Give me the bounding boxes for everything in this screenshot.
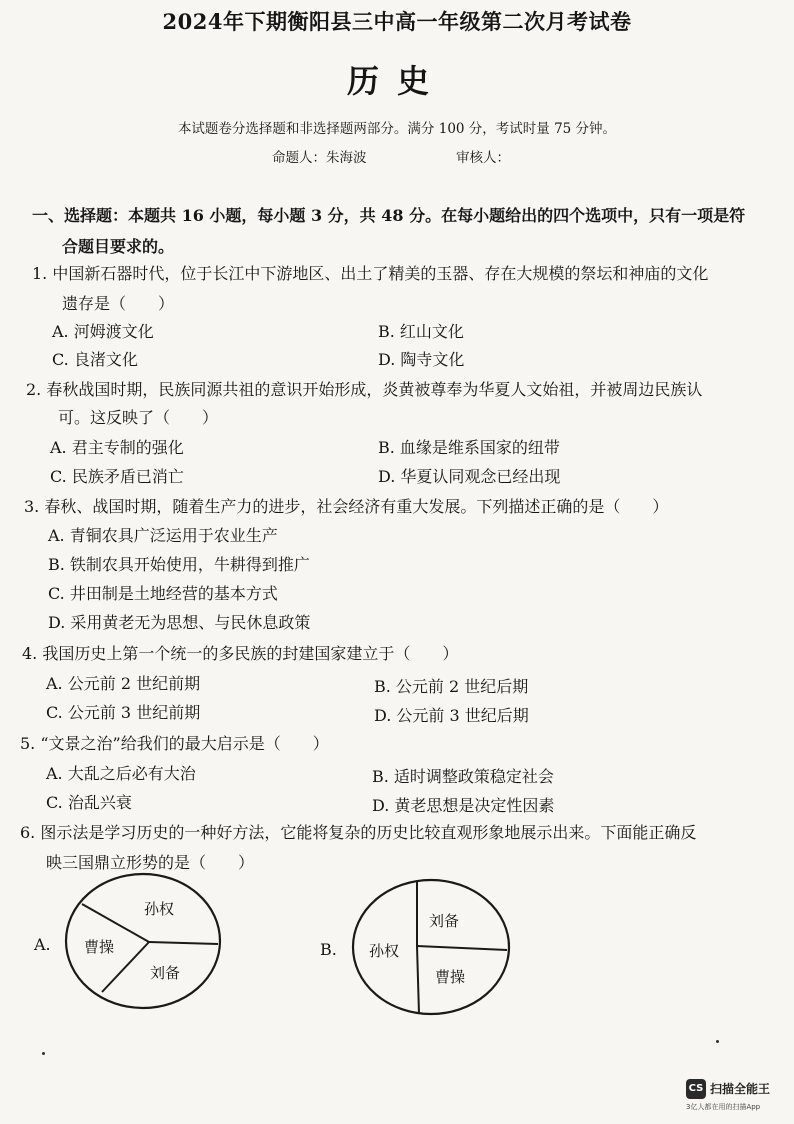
diagram-a-letter: A. [34,935,51,954]
question-2-option-a: A. 君主专制的强化 [50,438,184,457]
question-5-option-b: B. 适时调整政策稳定社会 [372,767,554,786]
exam-title: 2024年下期衡阳县三中高一年级第二次月考试卷 [162,9,632,34]
question-5-line1: 5. “文景之治”给我们的最大启示是（ ） [20,734,329,753]
camscanner-logo-icon: CS [686,1079,706,1099]
diagram-b [349,874,513,1020]
question-5-option-d: D. 黄老思想是决定性因素 [372,796,555,815]
author-label: 命题人：朱海波 [272,150,367,166]
exam-intro: 本试题卷分选择题和非选择题两部分。满分 100 分，考试时量 75 分钟。 [177,121,617,137]
question-1-option-d: D. 陶寺文化 [378,350,465,369]
question-5-option-c: C. 治乱兴衰 [46,793,132,812]
scan-speck [716,1040,719,1043]
question-4-option-d: D. 公元前 3 世纪后期 [374,706,529,725]
watermark-tagline: 3亿人都在用的扫描App [686,1103,761,1111]
question-4-option-c: C. 公元前 3 世纪前期 [46,703,201,722]
watermark-app-name: 扫描全能王 [710,1082,771,1096]
question-2-option-b: B. 血缘是维系国家的纽带 [378,438,560,457]
question-3-option-b: B. 铁制农具开始使用，牛耕得到推广 [48,555,310,574]
scanner-watermark [686,1077,786,1117]
reviewer-label: 审核人： [456,150,510,166]
question-3-option-d: D. 采用黄老无为思想、与民休息政策 [48,613,311,632]
diagram-a-label-1: 孙权 [144,900,175,918]
diagram-a [62,868,224,1014]
question-5-option-a: A. 大乱之后必有大治 [46,764,196,783]
question-6-line1: 6. 图示法是学习历史的一种好方法，它能将复杂的历史比较直观形象地展示出来。下面能正确反 [20,823,697,842]
scan-speck [42,1052,45,1055]
diagram-a-label-3: 刘备 [150,964,181,982]
question-3-line1: 3. 春秋、战国时期，随着生产力的进步，社会经济有重大发展。下列描述正确的是（ ） [24,497,669,516]
diagram-b-letter: B. [320,940,337,959]
question-4-option-a: A. 公元前 2 世纪前期 [46,674,201,693]
diagram-b-label-2: 孙权 [369,942,400,960]
question-1-line2: 遗存是（ ） [62,294,175,313]
question-1-option-a: A. 河姆渡文化 [52,322,154,341]
diagram-a-label-2: 曹操 [84,938,115,956]
subject-title: 历史 [346,62,447,100]
question-2-line1: 2. 春秋战国时期，民族同源共祖的意识开始形成，炎黄被尊奉为华夏人文始祖，并被周边民族认 [26,380,703,399]
question-1-option-b: B. 红山文化 [378,322,464,341]
diagram-b-label-3: 曹操 [435,968,466,986]
question-2-option-c: C. 民族矛盾已消亡 [50,467,184,486]
question-2-line2: 可。这反映了（ ） [58,408,219,427]
question-4-option-b: B. 公元前 2 世纪后期 [374,677,529,696]
question-1-option-c: C. 良渚文化 [52,350,138,369]
question-6-line2: 映三国鼎立形势的是（ ） [46,853,255,872]
section-heading-line2: 合题目要求的。 [62,237,175,256]
question-4-line1: 4. 我国历史上第一个统一的多民族的封建国家建立于（ ） [22,644,459,663]
question-1-line1: 1. 中国新石器时代，位于长江中下游地区、出土了精美的玉器、存在大规模的祭坛和神庙的文化 [32,264,709,283]
question-2-option-d: D. 华夏认同观念已经出现 [378,467,561,486]
section-heading-line1: 一、选择题：本题共 16 小题，每小题 3 分，共 48 分。在每小题给出的四个选项中，只有一项是符 [32,206,746,225]
question-3-option-c: C. 井田制是土地经营的基本方式 [48,584,278,603]
question-3-option-a: A. 青铜农具广泛运用于农业生产 [48,526,278,545]
diagram-b-label-1: 刘备 [429,912,460,930]
